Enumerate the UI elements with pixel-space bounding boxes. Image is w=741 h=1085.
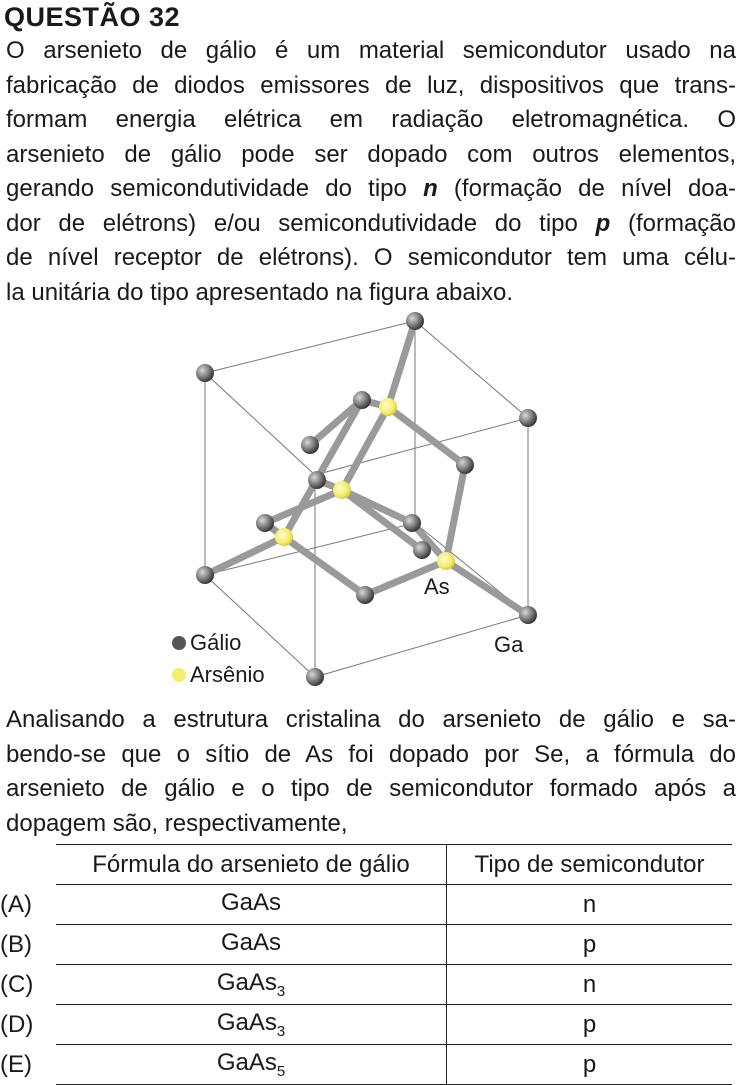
gallium-atom [456, 456, 474, 474]
gallium-atom [413, 541, 431, 559]
gallium-atom [196, 566, 214, 584]
option-row-d[interactable] [0, 1005, 732, 1045]
option-letter: (A) [0, 890, 32, 918]
text-line: bendo-se que o sítio de As foi dopado por Se, a fórmula do [6, 740, 736, 768]
label-as: As [424, 574, 450, 599]
gallium-atom [306, 668, 324, 686]
text-line: la unitária do tipo apresentado na figura abaixo. [6, 278, 514, 306]
option-tipo: p [447, 1045, 733, 1085]
gallium-atom [519, 606, 537, 624]
legend-item-arsenio: Arsênio [172, 659, 265, 691]
p-type-symbol: p [595, 209, 611, 237]
option-formula: GaAs$_3$ [56, 1005, 447, 1045]
gallium-atom [301, 436, 319, 454]
answer-options-table [0, 844, 732, 1085]
option-letter: (D) [0, 1010, 34, 1038]
text-line: fabricação de diodos emissores de luz, dispositivos que trans- [6, 71, 736, 99]
text-line: formam energia elétrica em radiação eletromagnética. O [6, 106, 736, 133]
text-line: arsenieto de gálio pode ser dopado com outros elementos, [6, 140, 736, 168]
gallium-atom [308, 471, 326, 489]
galio-dot-icon [172, 636, 186, 650]
option-formula: GaAs [56, 885, 447, 925]
gallium-atom [406, 312, 424, 330]
text-line: gerando semicondutividade do tipo n (formação de nível doa- [6, 175, 736, 202]
option-row-b[interactable] [0, 925, 732, 965]
option-tipo: n [447, 885, 733, 925]
gallium-atom [519, 409, 537, 427]
question-statement [6, 34, 736, 310]
text-line: dopagem são, respectivamente, [6, 809, 348, 837]
option-row-e[interactable] [0, 1045, 732, 1085]
question-prompt [6, 703, 736, 841]
arsenic-atom [437, 552, 455, 570]
header-formula: Fórmula do arsenieto de gálio [56, 845, 447, 885]
figure-legend [172, 627, 265, 691]
text-line: Analisando a estrutura cristalina do arsenieto de gálio e sa- [6, 706, 736, 733]
table-header [0, 845, 732, 885]
text-line: dor de elétrons) e/ou semicondutividade do tipo p (formação [6, 209, 737, 237]
text-line: O arsenieto de gálio é um material semicondutor usado na [6, 37, 736, 64]
gallium-atom [256, 514, 274, 532]
gallium-atom [403, 514, 421, 532]
option-formula: GaAs$_3$ [56, 965, 447, 1005]
question-title: QUESTÃO 32 [4, 2, 181, 32]
legend-item-galio: Gálio [172, 627, 265, 659]
label-ga: Ga [494, 632, 524, 657]
option-tipo: p [447, 1005, 733, 1045]
gallium-atom [353, 391, 371, 409]
gallium-atom [356, 586, 374, 604]
option-letter: (C) [0, 970, 34, 998]
option-tipo: n [447, 965, 733, 1005]
bonds [205, 321, 528, 615]
option-row-c[interactable] [0, 965, 732, 1005]
text-line: arsenieto de gálio e o tipo de semicondutor formado após a [6, 775, 736, 802]
option-tipo: p [447, 925, 733, 965]
arsenic-atom [275, 528, 293, 546]
header-tipo: Tipo de semicondutor [447, 845, 733, 885]
option-letter: (B) [0, 930, 32, 958]
text-line: de nível receptor de elétrons). O semicondutor tem uma célu- [6, 244, 736, 271]
n-type-symbol: n [423, 175, 438, 202]
option-formula: GaAs [56, 925, 447, 965]
option-letter: (E) [0, 1050, 32, 1078]
arsenic-atom [379, 398, 397, 416]
arsenio-dot-icon [172, 668, 186, 682]
option-row-a[interactable] [0, 885, 732, 925]
gallium-atom [196, 364, 214, 382]
option-formula: GaAs$_5$ [56, 1045, 447, 1085]
arsenic-atom [333, 481, 351, 499]
